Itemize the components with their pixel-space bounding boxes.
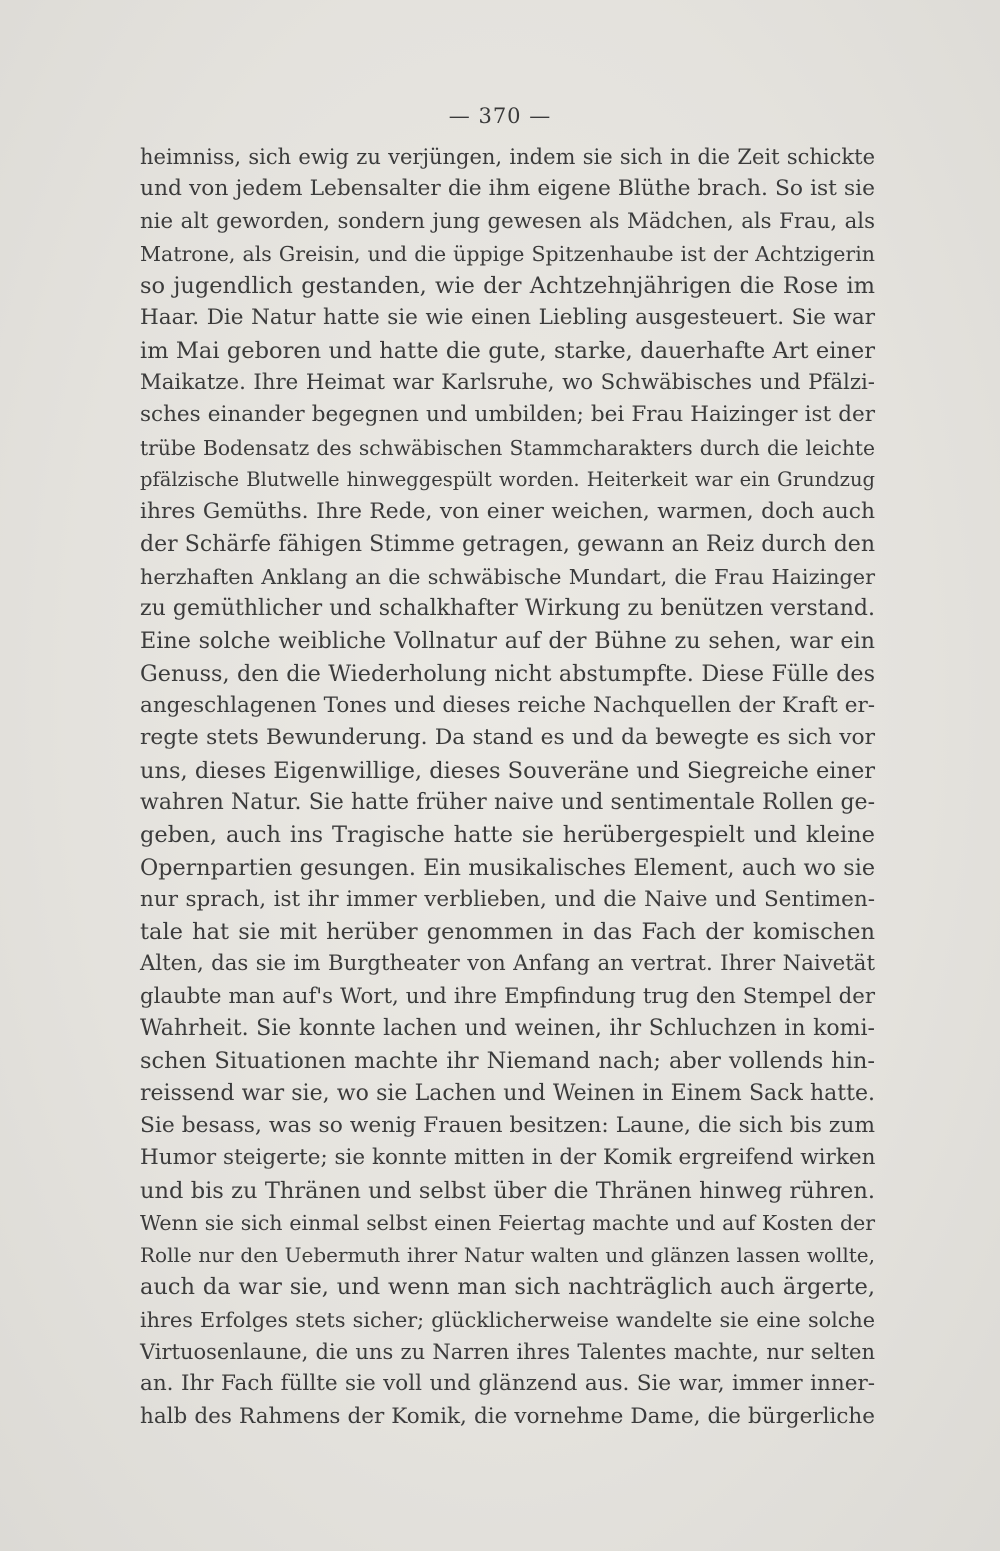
text-line: Virtuosenlaune, die uns zu Narren ihres Talentes machte, nur selten: [140, 1339, 875, 1364]
text-line: an. Ihr Fach füllte sie voll und glänzend aus. Sie war, immer inner-: [140, 1371, 875, 1397]
text-line: zu gemüthlicher und schalkhafter Wirkung zu benützen verstand.: [140, 596, 875, 622]
text-line: auch da war sie, und wenn man sich nachträglich auch ärgerte,: [140, 1274, 875, 1301]
text-line: Eine solche weibliche Vollnatur auf der Bühne zu sehen, war ein: [140, 628, 875, 655]
text-line: Wahrheit. Sie konnte lachen und weinen, ihr Schluchzen in komi-: [140, 1016, 875, 1042]
text-line: Alten, das sie im Burgtheater von Anfang an vertrat. Ihrer Naivetät: [140, 951, 875, 977]
page-number: — 370 —: [448, 104, 552, 128]
text-line: nie alt geworden, sondern jung gewesen als Mädchen, als Frau, als: [140, 208, 875, 234]
text-line: Genuss, den die Wiederholung nicht abstumpfte. Diese Fülle des: [140, 660, 875, 687]
text-line: Sie besass, was so wenig Frauen besitzen: Laune, die sich bis zum: [140, 1112, 875, 1138]
text-line: Maikatze. Ihre Heimat war Karlsruhe, wo Schwäbisches und Pfälzi-: [140, 370, 875, 396]
text-line: herzhaften Anklang an die schwäbische Mundart, die Frau Haizinger: [140, 564, 875, 589]
text-line: Wenn sie sich einmal selbst einen Feiertag machte und auf Kosten der: [140, 1210, 875, 1235]
text-line: trübe Bodensatz des schwäbischen Stammcharakters durch die leichte: [140, 435, 875, 460]
text-line: Rolle nur den Uebermuth ihrer Natur walten und glänzen lassen wollte,: [140, 1243, 875, 1268]
text-line: regte stets Bewunderung. Da stand es und da bewegte es sich vor: [140, 725, 875, 751]
text-line: im Mai geboren und hatte die gute, starke, dauerhafte Art einer: [140, 337, 875, 364]
text-line: uns, dieses Eigenwillige, dieses Souveräne und Siegreiche einer: [140, 757, 876, 784]
text-line: der Schärfe fähigen Stimme getragen, gewann an Reiz durch den: [140, 531, 875, 557]
text-line: sches einander begegnen und umbilden; bei Frau Haizinger ist der: [140, 402, 875, 428]
text-line: nur sprach, ist ihr immer verblieben, und die Naive und Sentimen-: [140, 886, 875, 912]
text-line: und von jedem Lebensalter die ihm eigene Blüthe brach. So ist sie: [140, 176, 875, 202]
text-line: angeschlagenen Tones und dieses reiche Nachquellen der Kraft er-: [140, 693, 875, 719]
body-text: [140, 141, 875, 1433]
text-line: Humor steigerte; sie konnte mitten in der Komik ergreifend wirken: [140, 1145, 876, 1171]
text-line: Haar. Die Natur hatte sie wie einen Liebling ausgesteuert. Sie war: [140, 305, 875, 331]
text-line: heimniss, sich ewig zu verjüngen, indem sie sich in die Zeit schickte: [140, 145, 875, 169]
text-line: halb des Rahmens der Komik, die vornehme Dame, die bürgerliche: [140, 1403, 875, 1429]
text-line: und bis zu Thränen und selbst über die Thränen hinweg rühren.: [140, 1177, 875, 1204]
text-line: pfälzische Blutwelle hinweggespült worden. Heiterkeit war ein Grundzug: [140, 467, 875, 491]
text-line: geben, auch ins Tragische hatte sie herübergespielt und kleine: [140, 822, 875, 849]
text-line: Matrone, als Greisin, und die üppige Spitzenhaube ist der Achtzigerin: [140, 241, 875, 266]
text-line: ihres Gemüths. Ihre Rede, von einer weichen, warmen, doch auch: [140, 499, 875, 525]
text-line: so jugendlich gestanden, wie der Achtzehnjährigen die Rose im: [140, 273, 875, 300]
text-line: wahren Natur. Sie hatte früher naive und sentimentale Rollen ge-: [140, 789, 875, 815]
text-line: schen Situationen machte ihr Niemand nach; aber vollends hin-: [140, 1048, 875, 1075]
text-line: tale hat sie mit herüber genommen in das Fach der komischen: [140, 919, 875, 946]
text-line: reissend war sie, wo sie Lachen und Weinen in Einem Sack hatte.: [140, 1080, 875, 1106]
text-line: Opernpartien gesungen. Ein musikalisches Element, auch wo sie: [140, 854, 875, 881]
text-line: ihres Erfolges stets sicher; glücklicherweise wandelte sie eine solche: [140, 1307, 875, 1332]
text-line: glaubte man auf's Wort, und ihre Empfindung trug den Stempel der: [140, 983, 875, 1009]
